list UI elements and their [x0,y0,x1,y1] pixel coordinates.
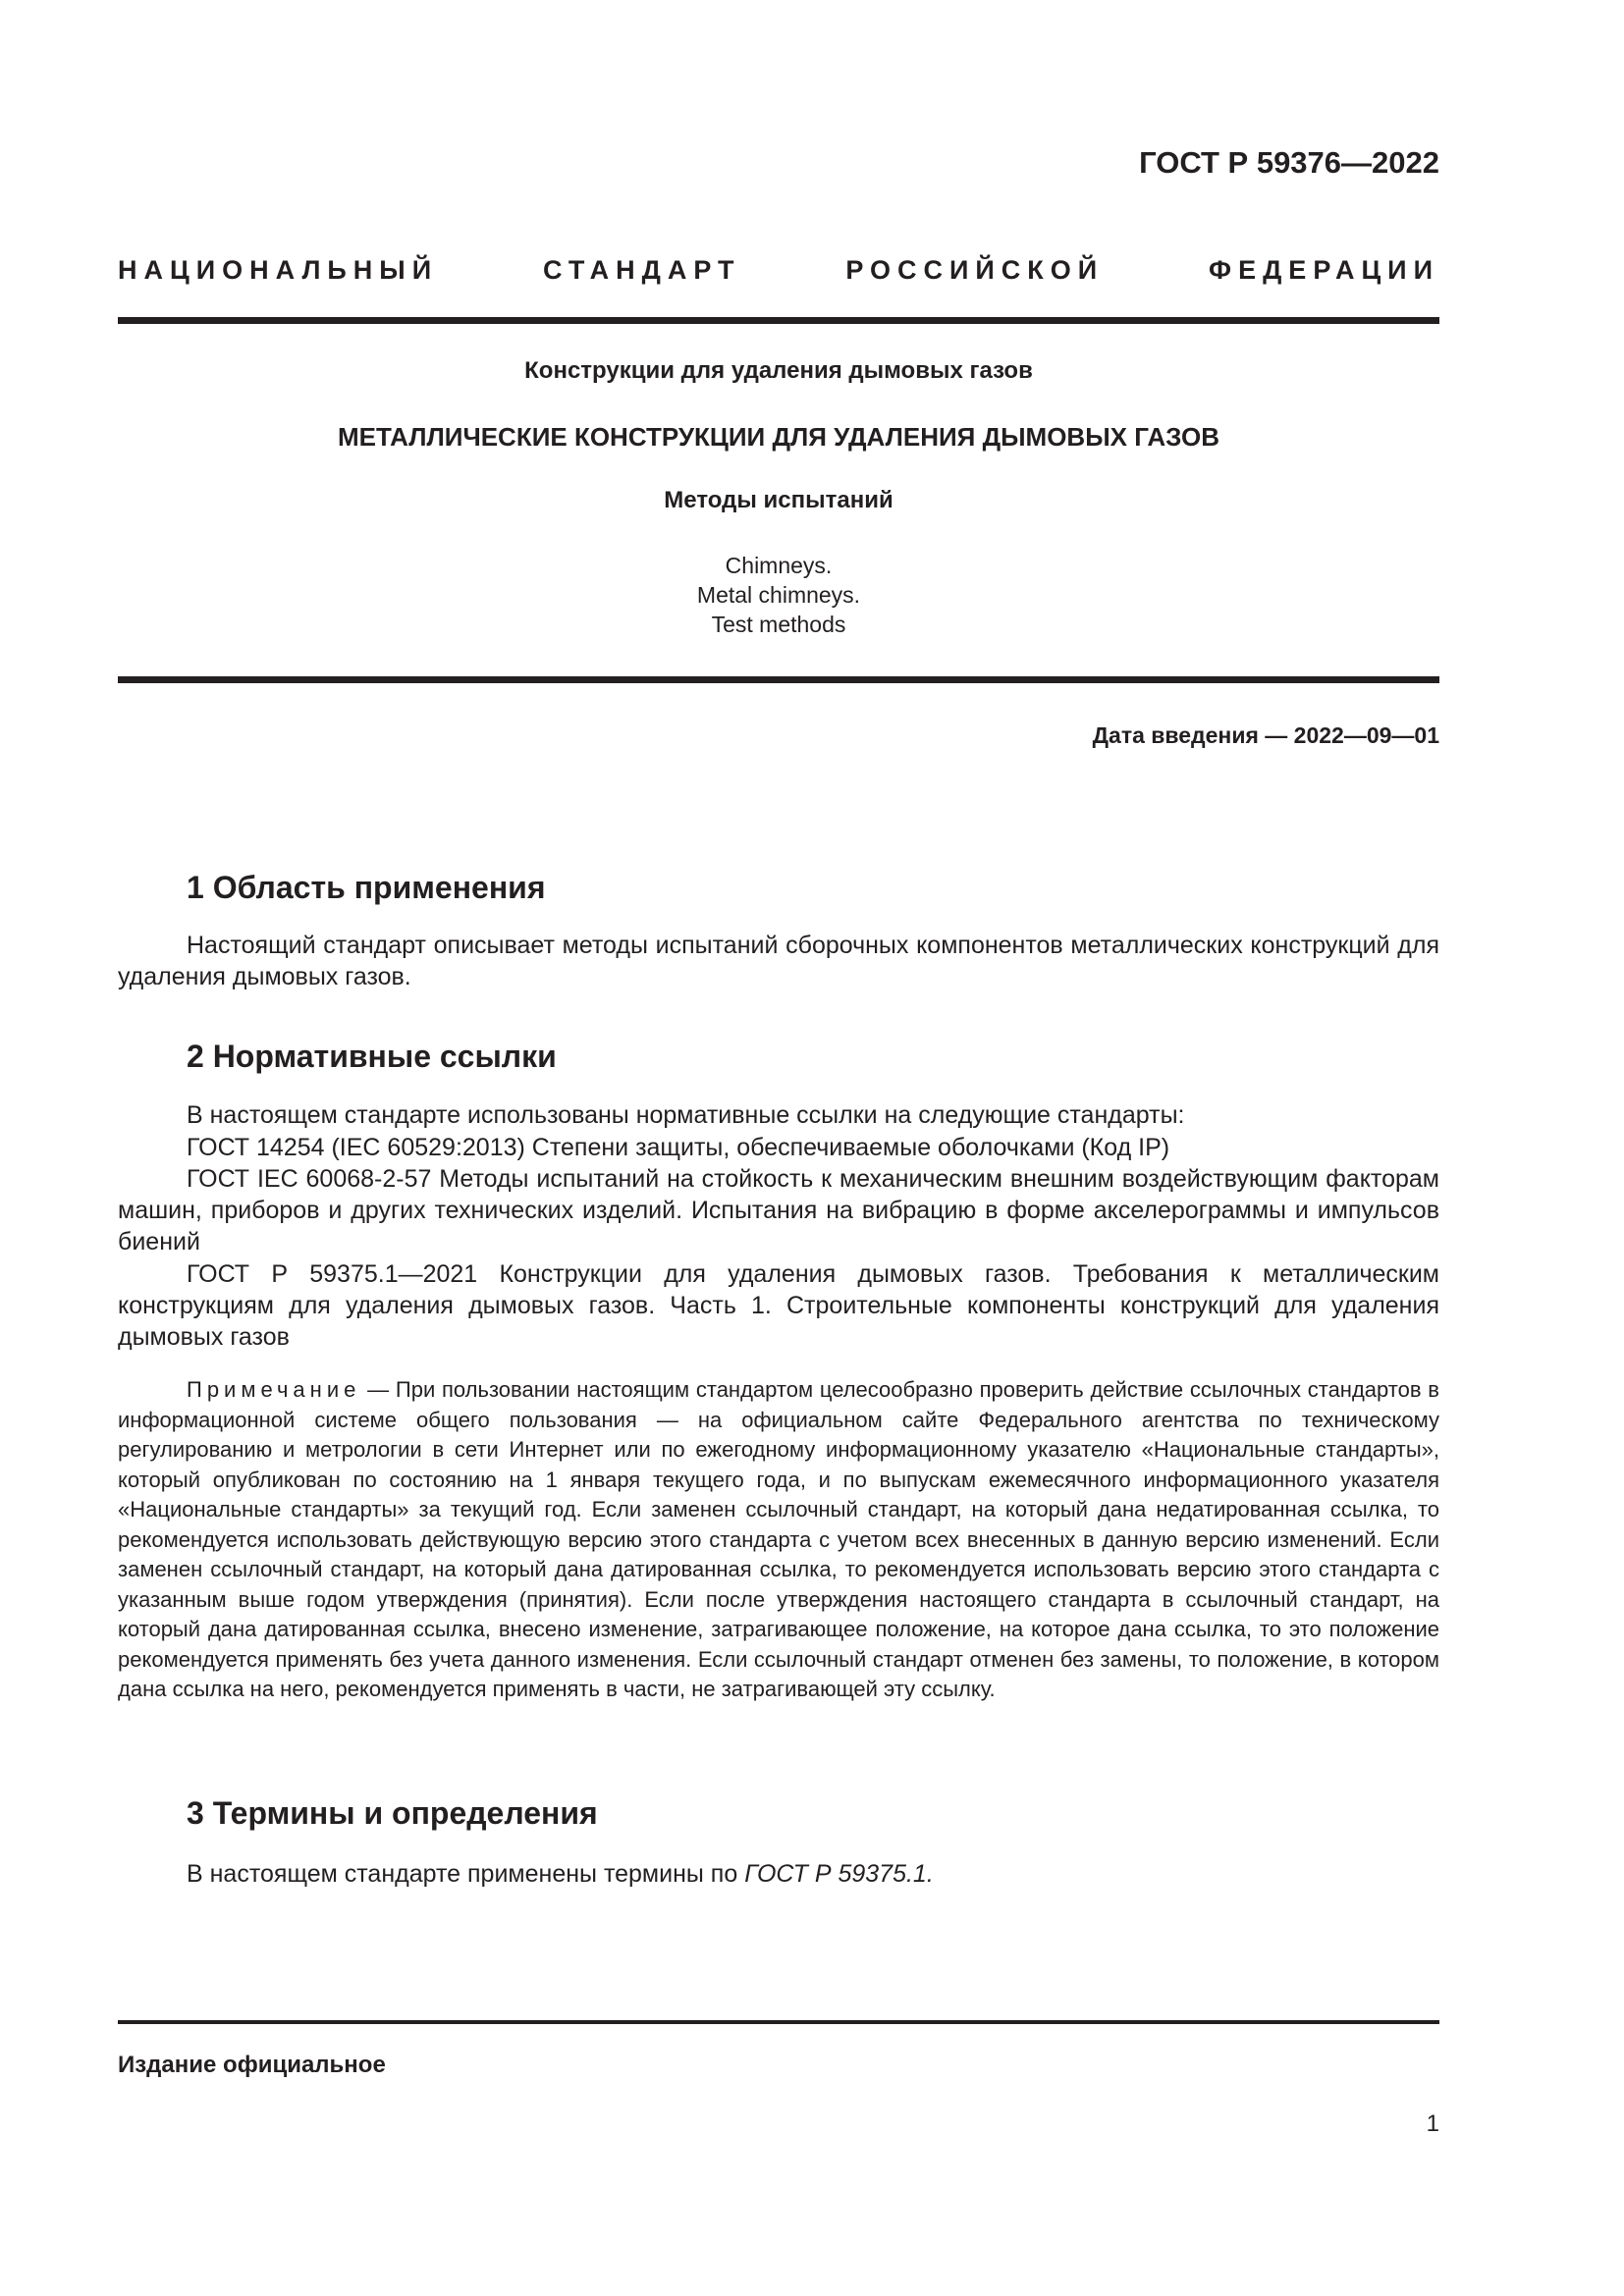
introduction-date: Дата введения — 2022—09—01 [1092,722,1439,748]
document-page [118,0,1439,2296]
references-intro: В настоящем стандарте использованы нормативные ссылки на следующие стандарты: [187,1101,1185,1129]
section-heading-scope: 1 Область применения [187,870,546,905]
title-english-line: Chimneys. [725,553,833,578]
section-heading-normative-references: 2 Нормативные ссылки [187,1039,557,1074]
middle-rule [118,676,1439,683]
terms-reference: ГОСТ Р 59375.1. [744,1860,934,1888]
title-sub: Методы испытаний [664,487,893,513]
note-label: Примечание [187,1377,361,1402]
document-number: ГОСТ Р 59376—2022 [1139,145,1439,180]
top-rule [118,317,1439,324]
reference-item: ГОСТ 14254 (IEC 60529:2013) Степени защиты, обеспечиваемые оболочками (Код IP) [187,1134,1170,1161]
references-note [118,1375,1439,1705]
title-english-line: Test methods [711,612,846,637]
title-english [118,551,1439,639]
section-heading-terms: 3 Термины и определения [187,1795,598,1831]
terms-paragraph [118,1858,1439,1890]
note-text: — При пользовании настоящим стандартом целесообразно проверить действие ссылочных стандартов в информационной системе общего пользования — на официальном сайте Федерального агентства по техническому регулированию и метрологии в сети Интернет или по ежегодному информационному указателю «Национальные стандарты», который опубликован по состоянию на 1 января текущего года, и по выпускам ежемесячного информационного указателя «Национальные стандарты» за текущий год. Если заменен ссылочный стандарт, на который дана недатированная ссылка, то рекомендуется использовать действующую версию этого стандарта с учетом всех внесенных в данную версию изменений. Если заменен ссылочный стандарт, на который дана датированная ссылка, то рекомендуется использовать версию этого стандарта с указанным выше годом утверждения (принятия). Если после утверждения настоящего стандарта в ссылочный стандарт, на который дана датированная ссылка, внесено изменение, затрагивающее положение, на которое дана ссылка, то это положение рекомендуется применять без учета данного изменения. Если ссылочный стандарт отменен без замены, то положение, в котором дана ссылка на него, рекомендуется применять в части, не затрагивающей эту ссылку. [118,1377,1439,1701]
national-standard-title: НАЦИОНАЛЬНЫЙ СТАНДАРТ РОССИЙСКОЙ ФЕДЕРАЦИИ [118,255,1439,285]
reference-item: ГОСТ Р 59375.1—2021 Конструкции для удаления дымовых газов. Требования к металлическим конструкциям для удаления дымовых газов. Часть 1. Строительные компоненты конструкций для удаления дымовых газов [118,1260,1439,1351]
official-edition-label: Издание официальное [118,2052,386,2078]
reference-item: ГОСТ IEC 60068-2-57 Методы испытаний на стойкость к механическим внешним воздействующим факторам машин, приборов и других технических изделий. Испытания на вибрацию в форме акселерограммы и импульсов биений [118,1165,1439,1255]
scope-paragraph: Настоящий стандарт описывает методы испытаний сборочных компонентов металлических конструкций для удаления дымовых газов. [118,932,1439,990]
terms-text: В настоящем стандарте применены термины по [187,1860,745,1888]
title-main: МЕТАЛЛИЧЕСКИЕ КОНСТРУКЦИИ ДЛЯ УДАЛЕНИЯ ДЫМОВЫХ ГАЗОВ [337,422,1220,452]
page-number: 1 [1426,2110,1439,2137]
title-english-line: Metal chimneys. [696,582,861,608]
title-group: Конструкции для удаления дымовых газов [524,357,1033,384]
bottom-rule [118,2020,1439,2024]
